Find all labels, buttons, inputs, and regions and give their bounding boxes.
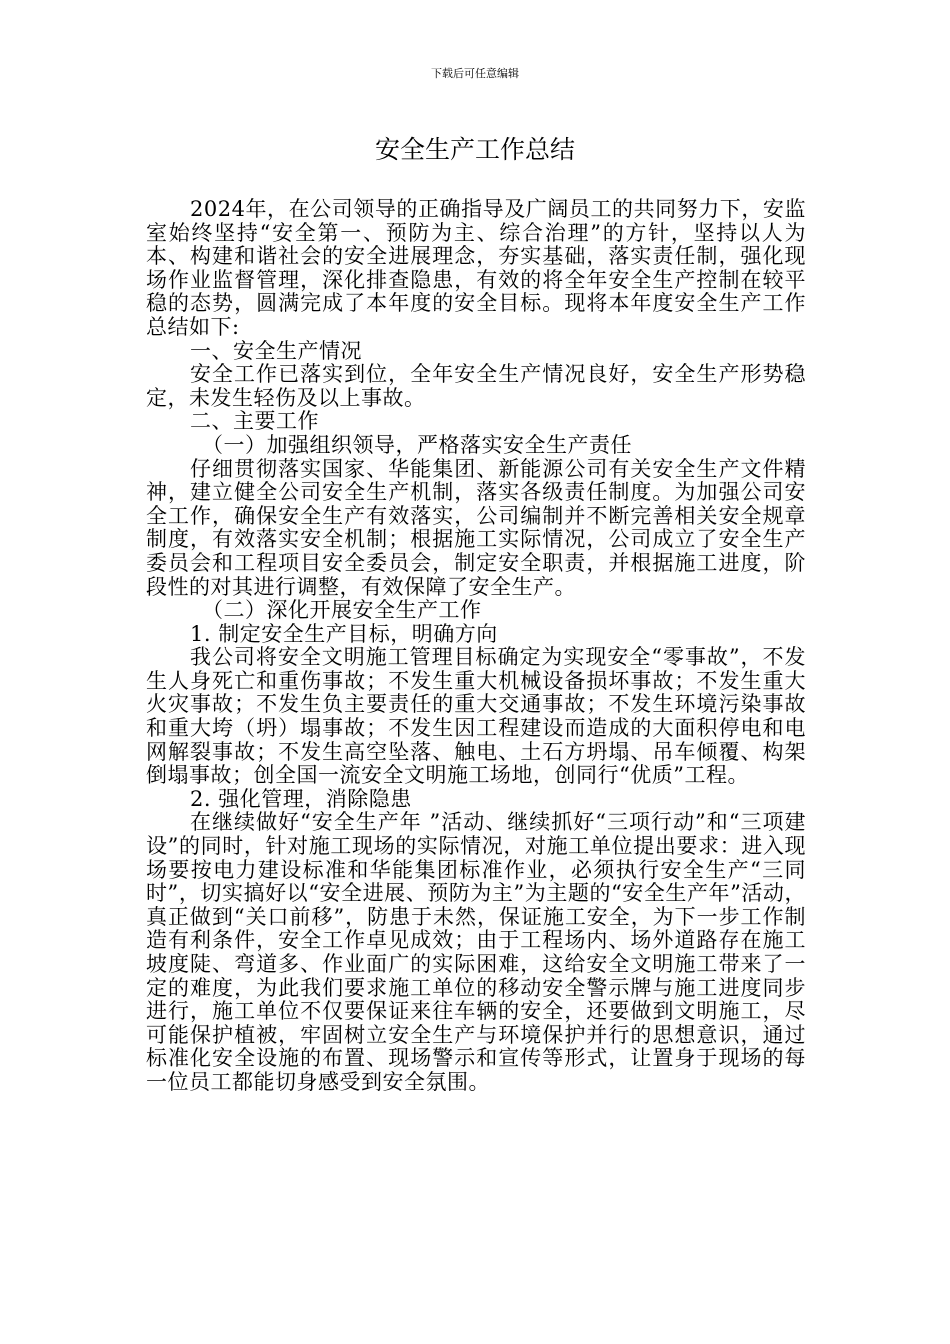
item-heading-2: 2. 强化管理，消除隐患	[190, 786, 412, 811]
paragraph-management: 在继续做好“安全生产年 ”活动、继续抓好“三项行动”和“三项建设”的同时，针对施工现场的实际情况，对施工单位提出要求：进入现场要按电力建设标准和华能集团标准作业，必须执行安全生产“三同时”，切实搞好以“安全进展、预防为主”为主题的“安全生产年”活动，真正做到“关口前移”，防患于未然，保证施工安全，为下一步工作制造有利条件，安全工作卓见成效；由于工程场内、场外道路存在施工坡度陡、弯道多、作业面广的实际困难，这给安全文明施工带来了一定的难度，为此我们要求施工单位的移动安全警示牌与施工进度同步进行，施工单位不仅要保证来往车辆的安全，还要做到文明施工，尽可能保护植被，牢固树立安全生产与环境保护并行的思想意识，通过标准化安全设施的布置、现场警示和宣传等形式，让置身于现场的每一位员工都能切身感受到安全氛围。	[146, 810, 806, 1094]
intro-paragraph: 2024年，在公司领导的正确指导及广阔员工的共同努力下，安监室始终坚持“安全第一、预防为主、综合治理”的方针，坚持以人为本、构建和谐社会的安全进展理念，夯实基础，落实责任制，强化现场作业监督管理，深化排查隐患，有效的将全年安全生产控制在较平稳的态势，圆满完成了本年度的安全目标。现将本年度安全生产工作总结如下:	[146, 197, 806, 339]
subsection-heading-2: （二）深化开展安全生产工作	[202, 598, 482, 623]
paragraph-safety-status: 安全工作已落实到位，全年安全生产情况良好，安全生产形势稳定，未发生轻伤及以上事故。	[146, 362, 806, 410]
item-heading-1: 1. 制定安全生产目标，明确方向	[190, 621, 498, 646]
page-title: 安全生产工作总结	[374, 135, 575, 164]
paragraph-organization: 仔细贯彻落实国家、华能集团、新能源公司有关安全生产文件精神，建立健全公司安全生产机制，落实各级责任制度。为加强公司安全工作，确保安全生产有效落实，公司编制并不断完善相关安全规章制度，有效落实安全机制；根据施工实际情况，公司成立了安全生产委员会和工程项目安全委员会，制定安全职责，并根据施工进度，阶段性的对其进行调整，有效保障了安全生产。	[146, 456, 806, 599]
section-heading-1: 一、安全生产情况	[190, 338, 362, 363]
subsection-heading-1: （一）加强组织领导，严格落实安全生产责任	[202, 432, 632, 457]
section-heading-2: 二、主要工作	[190, 409, 319, 434]
paragraph-targets: 我公司将安全文明施工管理目标确定为实现安全“零事故”，不发生人身死亡和重伤事故；不发生重大机械设备损坏事故；不发生重大火灾事故；不发生负主要责任的重大交通事故；不发生环境污染事故和重大垮（坍）塌事故；不发生因工程建设而造成的大面积停电和电网解裂事故；不发生高空坠落、触电、土石方坍塌、吊车倾覆、构架倒塌事故；创全国一流安全文明施工场地，创同行“优质”工程。	[146, 645, 806, 788]
document-body	[146, 198, 806, 1095]
header-note: 下载后可任意编辑	[431, 67, 519, 80]
